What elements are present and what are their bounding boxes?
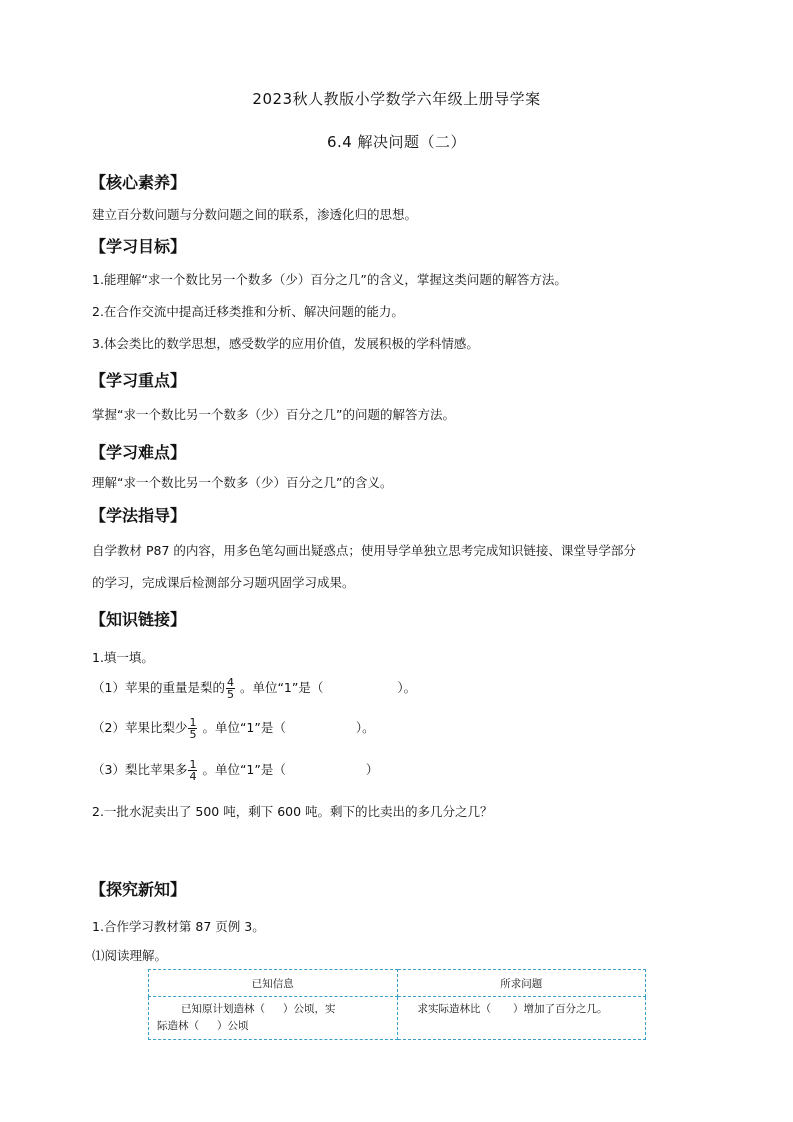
table-header-known: 已知信息 [149, 970, 398, 997]
heading-focus: 【学习重点】 [90, 371, 187, 390]
q1b-unit: 。单位“1”是（ [202, 720, 286, 735]
heading-difficulty: 【学习难点】 [90, 443, 187, 462]
reading-table [148, 969, 646, 1040]
fraction-one-fifth: $\frac{1}{5}$ [189, 716, 197, 741]
explore-q1: 1.合作学习教材第 87 页例 3。 [92, 919, 265, 934]
difficulty-text: 理解“求一个数比另一个数多（少）百分之几”的含义。 [92, 475, 393, 490]
fraction-one-fourth: $\frac{1}{4}$ [189, 758, 197, 783]
links-q1a: （1）苹果的重量是梨的 $\frac{4}{5}$ 。单位“1”是（ ）。 [92, 676, 417, 701]
goal-item-2: 2.在合作交流中提高迁移类推和分析、解决问题的能力。 [92, 304, 404, 319]
heading-explore: 【探究新知】 [90, 880, 187, 899]
focus-text: 掌握“求一个数比另一个数多（少）百分之几”的问题的解答方法。 [92, 407, 455, 422]
method-line-1: 自学教材 P87 的内容，用多色笔勾画出疑惑点；使用导学单独立思考完成知识链接、课堂导学部分 [92, 543, 636, 558]
q1c-prefix: （3）梨比苹果多 [92, 762, 188, 777]
document-title: 2023秋人教版小学数学六年级上册导学案 [252, 90, 541, 108]
method-line-2: 的学习，完成课后检测部分习题巩固学习成果。 [92, 575, 355, 590]
explore-q1-sub: ⑴阅读理解。 [92, 948, 168, 963]
fraction-four-fifths: $\frac{4}{5}$ [226, 676, 234, 701]
q1a-prefix: （1）苹果的重量是梨的 [92, 680, 225, 695]
core-text: 建立百分数问题与分数问题之间的联系，渗透化归的思想。 [92, 207, 418, 222]
heading-goals: 【学习目标】 [90, 237, 187, 256]
table-cell-ask: 求实际造林比（ ）增加了百分之几。 [397, 997, 646, 1040]
heading-links: 【知识链接】 [90, 610, 187, 629]
links-q2: 2.一批水泥卖出了 500 吨，剩下 600 吨。剩下的比卖出的多几分之几？ [92, 804, 493, 819]
links-q1c: （3）梨比苹果多 $\frac{1}{4}$ 。单位“1”是（ ） [92, 758, 379, 783]
goal-item-3: 3.体会类比的数学思想，感受数学的应用价值，发展积极的学科情感。 [92, 336, 479, 351]
table-header-ask: 所求问题 [397, 970, 646, 997]
goal-item-1: 1.能理解“求一个数比另一个数多（少）百分之几”的含义，掌握这类问题的解答方法。 [92, 272, 567, 287]
links-q1: 1.填一填。 [92, 650, 154, 665]
q1c-unit: 。单位“1”是（ [202, 762, 286, 777]
heading-core: 【核心素养】 [90, 173, 187, 192]
heading-method: 【学法指导】 [90, 506, 187, 525]
table-cell-known: 已知原计划造林（ ）公顷，实 际造林（ ）公顷 [149, 997, 398, 1040]
links-q1b: （2）苹果比梨少 $\frac{1}{5}$ 。单位“1”是（ ）。 [92, 716, 375, 741]
document-subtitle: 6.4 解决问题（二） [326, 133, 467, 151]
q1a-unit: 。单位“1”是（ [239, 680, 324, 695]
q1b-prefix: （2）苹果比梨少 [92, 720, 188, 735]
